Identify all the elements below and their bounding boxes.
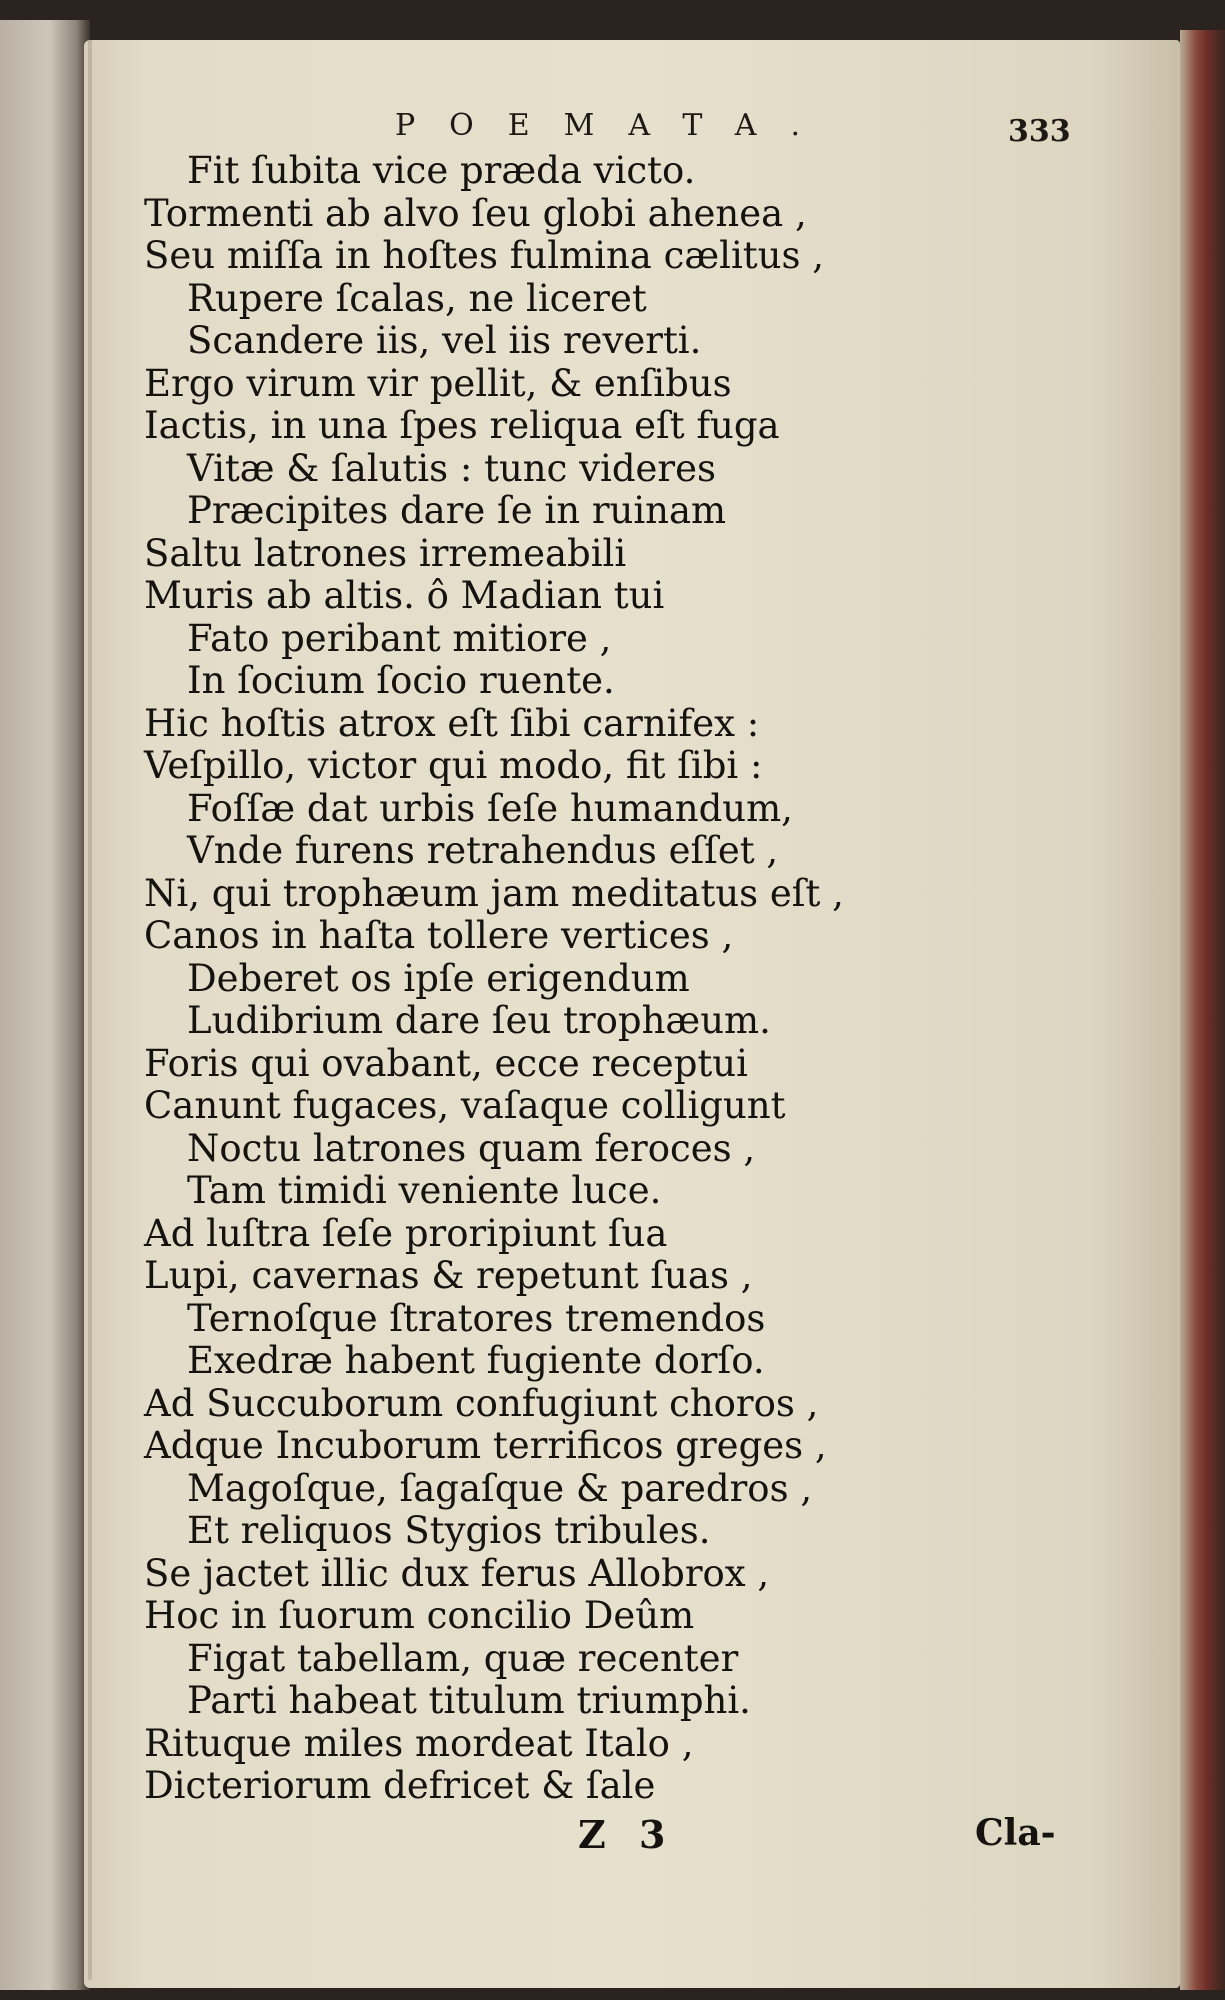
poem-line: Muris ab altis. ô Madian tui: [144, 574, 665, 617]
poem-line: Fit ſubita vice præda victo.: [187, 149, 696, 192]
poem-line: Rituque miles mordeat Italo ,: [144, 1721, 694, 1765]
running-title: POEMATA.: [395, 108, 834, 143]
poem-line: Ad luſtra ſeſe proripiunt ſua: [144, 1211, 668, 1255]
poem-line: Hic hoſtis atrox eſt ſibi carnifex :: [144, 701, 760, 745]
poem-line: Lupi, cavernas & repetunt ſuas ,: [144, 1254, 753, 1297]
poem-line: Tam timidi veniente luce.: [187, 1169, 662, 1212]
poem-line: Veſpillo, victor qui modo, fit ſibi :: [144, 744, 763, 787]
poem-line: Deberet os ipſe erigendum: [187, 956, 690, 1000]
poem-line: Seu miſſa in hoſtes fulmina cælitus ,: [144, 234, 825, 277]
catchword: Cla-: [975, 1812, 1056, 1854]
poem-line: Magoſque, ſagaſque & paredros ,: [187, 1466, 813, 1510]
poem-line: Ternoſque ſtratores tremendos: [187, 1296, 766, 1340]
poem-line: Canunt fugaces, vaſaque colligunt: [144, 1084, 786, 1127]
page-gutter-shadow: [88, 40, 92, 1980]
poem-line: Rupere ſcalas, ne liceret: [187, 276, 647, 320]
poem-line: Se jactet illic dux ferus Allobrox ,: [144, 1551, 770, 1595]
poem-line: Foſſæ dat urbis ſeſe humandum,: [187, 786, 793, 830]
page-stack-edge: [1180, 30, 1225, 1990]
poem-line: Figat tabellam, quæ recenter: [187, 1636, 739, 1680]
poem-line: Ad Succuborum confugiunt choros ,: [144, 1381, 819, 1425]
poem-line: Exedræ habent fugiente dorſo.: [187, 1339, 765, 1382]
poem-line: Vitæ & ſalutis : tunc videres: [187, 446, 717, 490]
poem-line: Ergo virum vir pellit, & enſibus: [144, 361, 732, 405]
poem-line: Dicteriorum defricet & ſale: [144, 1764, 656, 1807]
signature-mark: Z 3: [578, 1812, 676, 1857]
poem-line: Parti habeat titulum triumphi.: [187, 1679, 751, 1722]
poem-line: Foris qui ovabant, ecce receptui: [144, 1041, 748, 1085]
poem-line: In ſocium ſocio ruente.: [187, 659, 615, 702]
poem-line: Canos in haſta tollere vertices ,: [144, 914, 734, 957]
poem-line: Tormenti ab alvo ſeu globi ahenea ,: [144, 191, 807, 235]
poem-line: Saltu latrones irremeabili: [144, 531, 627, 575]
poem-line: Hoc in ſuorum concilio Deûm: [144, 1594, 695, 1637]
left-page-edge: [0, 20, 90, 1990]
poem-line: Iactis, in una ſpes reliqua eſt fuga: [144, 404, 780, 447]
poem-line: Adque Incuborum terrificos greges ,: [144, 1424, 827, 1467]
poem-line: Noctu latrones quam feroces ,: [187, 1126, 756, 1170]
poem-line: Ni, qui trophæum jam meditatus eſt ,: [144, 871, 844, 915]
poem-line: Scandere iis, vel iis reverti.: [187, 319, 702, 362]
poem-line: Et reliquos Stygios tribules.: [187, 1509, 711, 1552]
poem-line: Præcipites dare ſe in ruinam: [187, 489, 727, 532]
poem-line: Ludibrium dare ſeu trophæum.: [187, 999, 771, 1042]
poem-line: Vnde furens retrahendus eſſet ,: [187, 829, 779, 872]
poem-line: Fato peribant mitiore ,: [187, 616, 612, 660]
page-number: 333: [1008, 114, 1071, 149]
